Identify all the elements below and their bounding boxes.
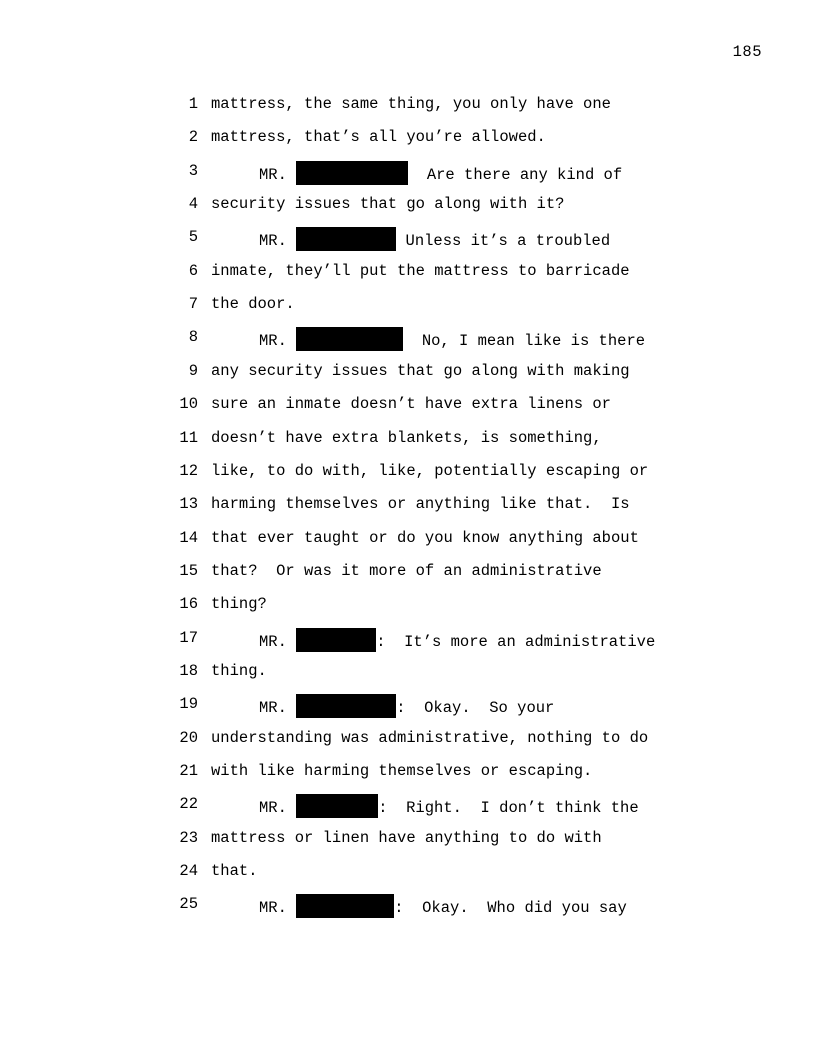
redaction-box [296,327,403,351]
speaker-label: MR. [259,899,297,917]
line-number: 7 [188,295,198,313]
speaker-label: MR. [259,332,297,350]
line-text [259,628,655,652]
page-number: 185 [732,43,762,61]
line-text: the door. [211,295,295,313]
line-text [259,227,610,251]
line-number: 1 [188,95,198,113]
transcript-line [0,661,816,681]
line-text: understanding was administrative, nothing to do [211,729,649,747]
transcript-line [0,694,816,717]
line-text: security issues that go along with it? [211,195,565,213]
speaker-label: MR. [259,166,297,184]
line-text: mattress, the same thing, you only have one [211,95,611,113]
transcript-line [0,828,816,848]
line-text: thing? [211,595,267,613]
transcript-line [0,127,816,147]
transcript-line [0,894,816,917]
line-text: that. [211,862,258,880]
line-number: 19 [179,695,198,713]
speaker-label: MR. [259,232,297,250]
line-number: 17 [179,629,198,647]
redaction-box [296,894,394,918]
line-number: 18 [179,662,198,680]
transcript-line [0,528,816,548]
transcript-line [0,628,816,651]
line-text: harming themselves or anything like that. Is [211,495,630,513]
line-text: mattress, that’s all you’re allowed. [211,128,546,146]
speech-text: : It’s more an administrative [376,633,656,651]
speech-text: Unless it’s a troubled [396,232,611,250]
line-text: like, to do with, like, potentially escaping or [211,462,649,480]
line-text: with like harming themselves or escaping. [211,762,593,780]
line-number: 23 [179,829,198,847]
transcript-line [0,227,816,250]
line-text: sure an inmate doesn’t have extra linens or [211,395,611,413]
line-number: 20 [179,729,198,747]
line-number: 9 [188,362,198,380]
line-text: any security issues that go along with making [211,362,630,380]
line-number: 5 [188,228,198,246]
transcript-line [0,428,816,448]
transcript-line [0,261,816,281]
speaker-label: MR. [259,699,297,717]
redaction-box [296,161,408,185]
line-number: 21 [179,762,198,780]
line-number: 6 [188,262,198,280]
speaker-label: MR. [259,633,297,651]
line-text [259,327,645,351]
transcript-line [0,194,816,214]
line-text: inmate, they’ll put the mattress to barricade [211,262,630,280]
line-number: 10 [179,395,198,413]
transcript-line [0,361,816,381]
line-text: that? Or was it more of an administrative [211,562,602,580]
transcript-line [0,461,816,481]
line-number: 12 [179,462,198,480]
transcript-line [0,861,816,881]
transcript-line [0,494,816,514]
speech-text: : Right. I don’t think the [378,799,639,817]
line-text [259,694,554,718]
line-number: 22 [179,795,198,813]
line-number: 11 [179,429,198,447]
redaction-box [296,794,378,818]
transcript-line [0,94,816,114]
transcript-line [0,394,816,414]
redaction-box [296,227,396,251]
transcript-line [0,794,816,817]
line-number: 8 [188,328,198,346]
redaction-box [296,694,396,718]
transcript-line [0,161,816,184]
speaker-label: MR. [259,799,297,817]
line-text [259,894,627,918]
transcript-line [0,761,816,781]
line-number: 16 [179,595,198,613]
speech-text: : Okay. Who did you say [394,899,627,917]
line-number: 15 [179,562,198,580]
transcript-line [0,294,816,314]
redaction-box [296,628,376,652]
transcript-line [0,728,816,748]
speech-text: Are there any kind of [408,166,623,184]
line-text [259,161,622,185]
line-text: doesn’t have extra blankets, is something, [211,429,602,447]
line-number: 2 [188,128,198,146]
line-text: mattress or linen have anything to do with [211,829,602,847]
line-number: 24 [179,862,198,880]
line-number: 13 [179,495,198,513]
line-text [259,794,639,818]
line-number: 3 [188,162,198,180]
line-number: 4 [188,195,198,213]
transcript-line [0,594,816,614]
line-text: thing. [211,662,267,680]
line-number: 25 [179,895,198,913]
line-text: that ever taught or do you know anything about [211,529,639,547]
speech-text: No, I mean like is there [403,332,646,350]
speech-text: : Okay. So your [396,699,555,717]
transcript-line [0,327,816,350]
line-number: 14 [179,529,198,547]
transcript-line [0,561,816,581]
